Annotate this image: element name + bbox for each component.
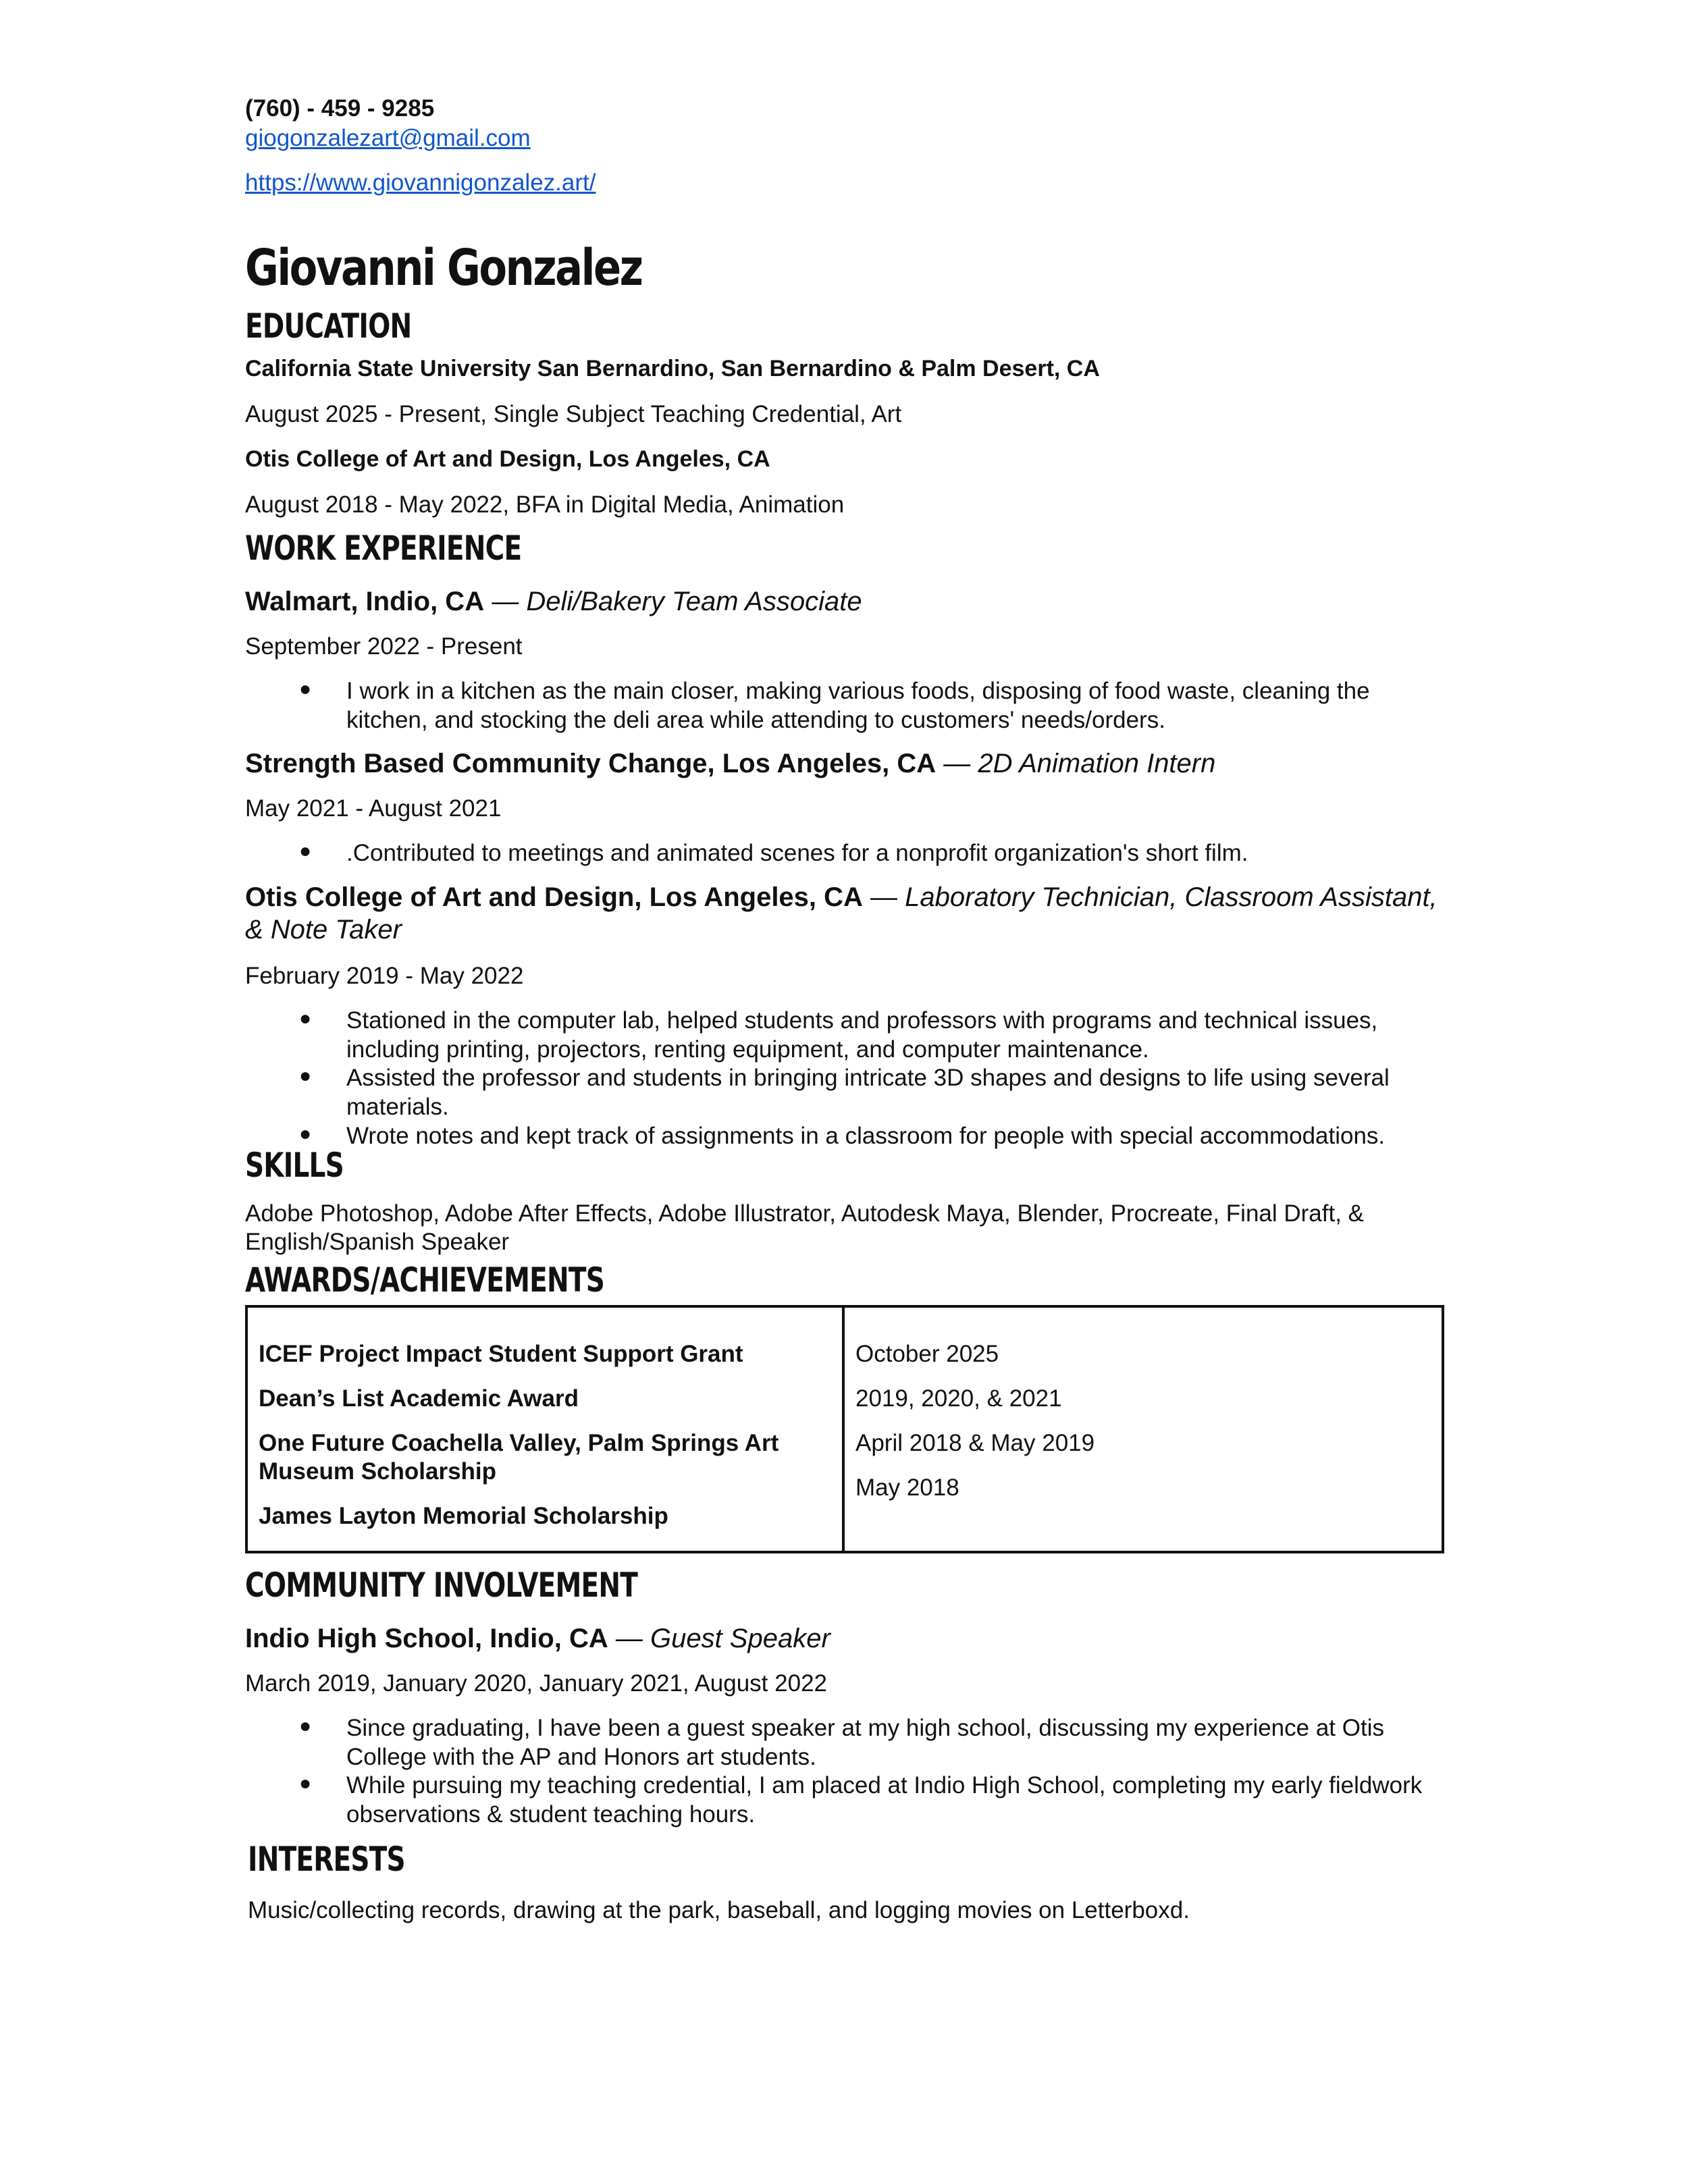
community-role: Guest Speaker xyxy=(650,1624,830,1653)
award-date: May 2018 xyxy=(855,1474,959,1501)
award-dates-column xyxy=(855,1340,1423,1518)
list-item xyxy=(245,1064,1447,1121)
award-name: ICEF Project Impact Student Support Grant xyxy=(259,1341,743,1367)
bullet-icon: ● xyxy=(299,1772,312,1795)
job-title-walmart xyxy=(245,585,1447,633)
bullet-text: Stationed in the computer lab, helped students and professors with programs and technical issues, including printing, projectors, renting equipment, and computer maintenance. xyxy=(346,1007,1378,1063)
bullet-icon: ● xyxy=(299,678,312,700)
job-bullets-sbcc xyxy=(245,839,1447,881)
organization-name: Indio High School, Indio, CA xyxy=(245,1624,608,1653)
bullet-text: I work in a kitchen as the main closer, making various foods, disposing of food waste, cleaning the kitchen, and stocking the deli area while attending to customers' needs/orders. xyxy=(346,678,1370,733)
award-name: One Future Coachella Valley, Palm Springs Art Museum Scholarship xyxy=(259,1430,779,1485)
job-title-sbcc xyxy=(245,747,1447,795)
job-dates-walmart: September 2022 - Present xyxy=(245,633,523,660)
list-item xyxy=(245,1122,1447,1151)
website-link[interactable]: https://www.giovannigonzalez.art/ xyxy=(245,169,596,196)
job-dates-sbcc: May 2021 - August 2021 xyxy=(245,795,502,822)
separator-dash: — xyxy=(608,1624,650,1653)
bullet-text: .Contributed to meetings and animated scenes for a nonprofit organization's short film. xyxy=(346,840,1248,866)
phone-number: (760) - 459 - 9285 xyxy=(245,95,435,122)
resume-page xyxy=(245,95,1447,1925)
job-role: Deli/Bakery Team Associate xyxy=(526,587,862,616)
job-bullets-walmart xyxy=(245,677,1447,747)
education-school-2: Otis College of Art and Design, Los Angeles, CA xyxy=(245,446,770,472)
bullet-icon: ● xyxy=(299,1715,312,1737)
bullet-text: While pursuing my teaching credential, I am placed at Indio High School, completing my early fieldwork observations & student teaching hours. xyxy=(346,1772,1423,1828)
community-title xyxy=(245,1622,1447,1670)
separator-dash: — xyxy=(862,882,905,912)
separator-dash: — xyxy=(936,749,978,778)
bullet-text: Assisted the professor and students in bringing intricate 3D shapes and designs to life using several materials. xyxy=(346,1065,1390,1121)
education-school-1: California State University San Bernardino, San Bernardino & Palm Desert, CA xyxy=(245,356,1100,381)
job-dates-otis: February 2019 - May 2022 xyxy=(245,963,524,989)
skills-text: Adobe Photoshop, Adobe After Effects, Adobe Illustrator, Autodesk Maya, Blender, Procreate, Final Draft, & English/Spanish Speaker xyxy=(245,1200,1365,1255)
award-name: Dean’s List Academic Award xyxy=(259,1385,579,1412)
candidate-name: Giovanni Gonzalez xyxy=(245,239,642,297)
list-item xyxy=(245,1007,1447,1064)
award-date: 2019, 2020, & 2021 xyxy=(855,1385,1062,1412)
employer-name: Otis College of Art and Design, Los Angeles, CA xyxy=(245,882,863,912)
bullet-icon: ● xyxy=(299,1065,312,1088)
job-role: 2D Animation Intern xyxy=(978,749,1216,778)
interests-heading: INTERESTS xyxy=(248,1840,405,1879)
bullet-text: Wrote notes and kept track of assignments in a classroom for people with special accommodations. xyxy=(346,1122,1386,1149)
award-name: James Layton Memorial Scholarship xyxy=(259,1503,668,1529)
community-heading: COMMUNITY INVOLVEMENT xyxy=(245,1566,638,1605)
interests-text: Music/collecting records, drawing at the park, baseball, and logging movies on Letterboxd. xyxy=(248,1897,1190,1923)
award-date: October 2025 xyxy=(855,1341,999,1367)
award-date: April 2018 & May 2019 xyxy=(855,1430,1095,1456)
skills-heading: SKILLS xyxy=(245,1146,344,1185)
email-link[interactable]: giogonzalezart@gmail.com xyxy=(245,125,531,151)
table-divider xyxy=(842,1308,845,1551)
awards-table xyxy=(245,1305,1444,1553)
community-dates: March 2019, January 2020, January 2021, August 2022 xyxy=(245,1670,827,1697)
education-details-1: August 2025 - Present, Single Subject Teaching Credential, Art xyxy=(245,401,902,427)
job-title-otis xyxy=(245,881,1447,962)
community-bullets xyxy=(245,1714,1447,1842)
awards-heading: AWARDS/ACHIEVEMENTS xyxy=(245,1260,605,1300)
employer-name: Walmart, Indio, CA xyxy=(245,587,485,616)
list-item xyxy=(245,1714,1447,1772)
education-details-2: August 2018 - May 2022, BFA in Digital Media, Animation xyxy=(245,491,845,518)
list-item xyxy=(245,839,1447,868)
bullet-icon: ● xyxy=(299,840,312,862)
list-item xyxy=(245,677,1447,735)
bullet-icon: ● xyxy=(299,1122,312,1145)
job-role: Laboratory Technician, Classroom Assistant, & Note Taker xyxy=(245,882,1438,944)
bullet-text: Since graduating, I have been a guest speaker at my high school, discussing my experience at Otis College with the AP and Honors art students. xyxy=(346,1715,1384,1770)
work-experience-heading: WORK EXPERIENCE xyxy=(245,529,522,568)
list-item xyxy=(245,1772,1447,1829)
employer-name: Strength Based Community Change, Los Angeles, CA xyxy=(245,749,937,778)
separator-dash: — xyxy=(484,587,527,616)
award-names-column xyxy=(259,1340,833,1547)
job-bullets-otis xyxy=(245,1007,1447,1148)
bullet-icon: ● xyxy=(299,1007,312,1030)
education-heading: EDUCATION xyxy=(245,307,412,346)
